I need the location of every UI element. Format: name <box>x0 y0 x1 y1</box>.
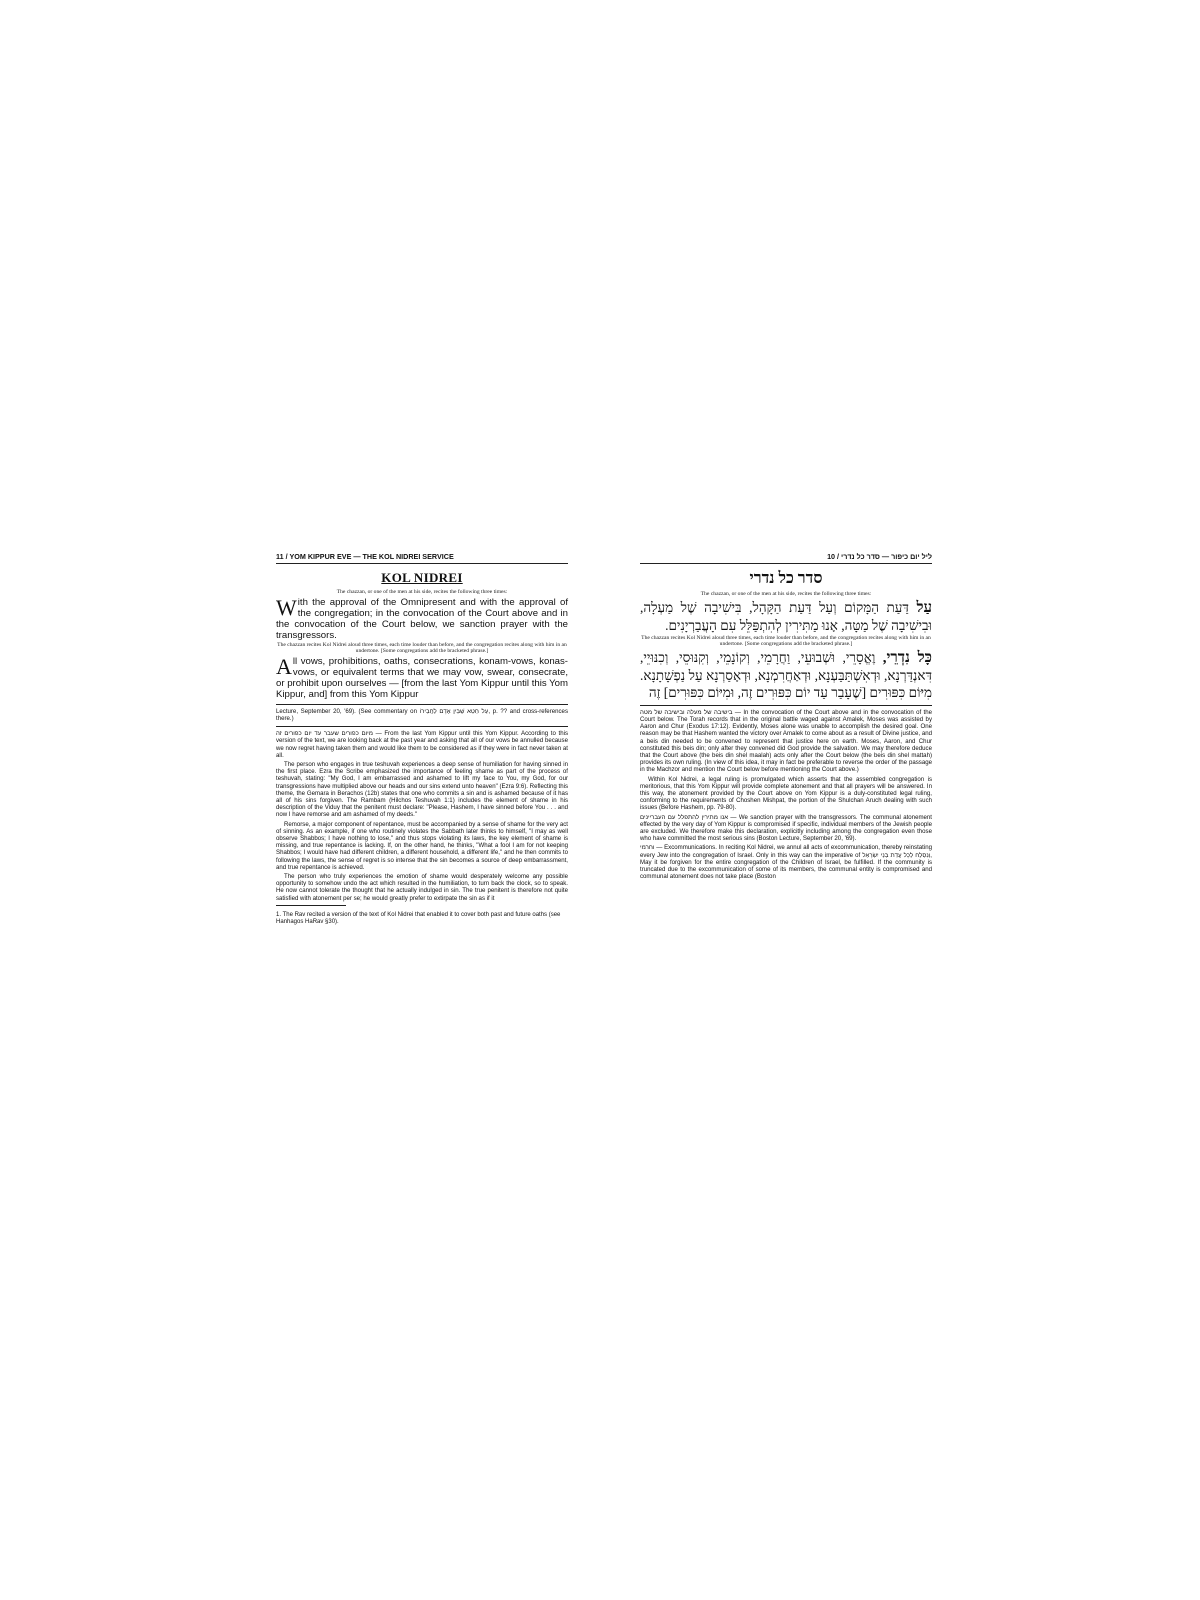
commentary-left-4: The person who truly experiences the emotion of shame would desperately welcome any possible opportunity to somehow undo the act which resulted in the humiliation, to turn back the clock, so to speak. He now cannot tolerate the thought that he actually indulged in sin. The true penitent is therefore not quite satisfied with atonement per se; he would greatly prefer to extirpate the sin as if it <box>276 873 568 902</box>
rubric-1-left: The chazzan, or one of the men at his side, recites the following three times: <box>336 589 508 595</box>
commentary-left-1: מיום כפורים שעבר עד יום כפורים זה — From the last Yom Kippur until this Yom Kippur. According to this version of the text, we are looking back at the past year and asking that all of our vows be annulled because we now regret having taken them and would like them to be considered as if they were in fact never taken at all. <box>276 730 568 759</box>
dropcap-a: A <box>276 653 292 679</box>
right-page <box>640 552 932 882</box>
running-head-right: ליל יום כיפור — סדר כל נדרי / 10 <box>640 552 932 564</box>
page-title-right: סדר כל נדרי <box>749 570 823 587</box>
dropcap-w: W <box>276 594 297 620</box>
divider-left-2 <box>276 726 568 727</box>
prayer-2-hebrew-text: וֶאֱסָרֵי, וּשְׁבוּעֵי, וַחֲרָמֵי, וְקוֹנָמֵי, וְקִנּוּסֵי, וְכִנּוּיֵי, דִּאנְדַּרְנָא, וּדְאִשְׁתַּבַּעְנָא, וּדְאַחֲרִמְנָא, וּדְאָסַרְנָא עַל נַפְשָׁתָנָא. מִיּוֹם כִּפּוּרִים [שֶׁעָבַר עַד יוֹם כִּפּוּרִים זֶה, וּמִיּוֹם כִּפּוּרִים] זֶה <box>640 649 932 700</box>
page-title-left: KOL NIDREI <box>381 570 463 585</box>
prayer-1-english-text: ith the approval of the Omnipresent and with the approval of the congregation; in the convocation of the Court above and in the convocation of the Court below, we sanction prayer with the transgressors. <box>276 596 568 641</box>
rubric-2-left: The chazzan recites Kol Nidrei aloud three times, each time louder than before, and the congregation recites along with him in an undertone. [Some congregations add the bracketed phrase.] <box>277 641 567 655</box>
prayer-2-english <box>276 653 568 700</box>
footnote-divider <box>276 905 346 906</box>
prayer-2-hebrew-lead: כָּל נִדְרֵי, <box>882 649 933 666</box>
prayer-1-hebrew-lead: עַל <box>916 599 933 616</box>
commentary-left-0: Lecture, September 20, '69). (See commentary on עַל חֵטְא שֶׁבֵּין אָדָם לַחֲבֵירוֹ, p. ?? and cross-references there.) <box>276 707 568 722</box>
commentary-right-3: וחרמי — Excommunications. In reciting Kol Nidrei, we annul all acts of excommunication, thereby reinstating every Jew into the congregation of Israel. Only in this way can the imperative of וְנִסְלַח לְכָל עֲדַת בְּנֵי יִשְׂרָאֵל, May it be forgiven for the entire congregation of the Children of Israel, be fulfilled. If the community is truncated due to the excommunication of some of its members, the communal entity is compromised and communal atonement does not take place (Boston <box>640 844 932 881</box>
commentary-right-2: אנו מתירין להתפלל עם העבריינים — We sanction prayer with the transgressors. The communal atonement effected by the very day of Yom Kippur is compromised if specific, individual members of the Jewish people are excluded. We therefore make this declaration, explicitly including among the congregation even those who have committed the most serious sins (Boston Lecture, September 20, '69). <box>640 813 933 843</box>
rubric-1-right: The chazzan, or one of the men at his side, recites the following three times: <box>700 591 872 597</box>
left-page <box>276 552 568 932</box>
rubric-2-right: The chazzan recites Kol Nidrei aloud three times, each time louder than before, and the congregation recites along with him in an undertone. [Some congregations add the bracketed phrase.] <box>641 634 931 648</box>
prayer-2-hebrew <box>640 649 932 701</box>
divider-left <box>276 704 568 705</box>
running-head-left: 11 / YOM KIPPUR EVE — THE KOL NIDREI SERVICE <box>276 552 568 564</box>
footnote: 1. The Rav recited a version of the text of Kol Nidrei that enabled it to cover both past and future oaths (see Hanhagos HaRav §30). <box>276 911 561 925</box>
prayer-2-english-text: ll vows, prohibitions, oaths, consecrations, konam-vows, konas-vows, or equivalent terms that we may vow, swear, consecrate, or prohibit upon ourselves — [from the last Yom Kippur until this Yom Kippur, and] from this Yom Kippur <box>276 655 568 700</box>
commentary-right-1: Within Kol Nidrei, a legal ruling is promulgated which asserts that the assembled congregation is meritorious, that this Yom Kippur will provide complete atonement and that all prayers will be answered. In this way, the atonement provided by the Court above on Yom Kippur is a duly-constituted legal ruling, conforming to the requirements of Choshen Mishpat, the portion of the Shulchan Aruch dealing with such issues (Before Hashem, pp. 79-80). <box>640 775 932 812</box>
prayer-1-english <box>276 594 568 641</box>
commentary-right-0: בישיבה של מעלה ובישיבה של מטה — In the convocation of the Court above and in the convocation of the Court below. The Torah records that in the original battle waged against Amalek, Moses was assisted by Aaron and Chur (Exodus 17:12). Evidently, Moses alone was unable to accomplish the desired goal. One reason may be that Hashem wanted the victory over Amalek to come about as a result of Divine justice, and a beis din needed to be convened to represent that justice here on earth. Moses, Aaron, and Chur constituted this beis din; only after they convened did God provide the salvation. We may therefore deduce that the Court above (the beis din shel maalah) acts only after the Court below (the beis din shel mattah) provides its own ruling. (In view of this idea, it may in fact be preferable to reverse the order of the passage in the Machzor and mention the Court below before mentioning the Court above.) <box>640 708 933 774</box>
commentary-left-3: Remorse, a major component of repentance, must be accompanied by a sense of shame for the very act of sinning. As an example, if one who routinely violates the Sabbath later thinks to himself, "I may as well observe Shabbos; I have nothing to lose," and thus stops violating its laws, the key element of shame is missing, and true repentance is lacking. If, on the other hand, he thinks, "What a fool I am for not keeping Shabbos; I would have had different children, a different household, a different life," and he then commits to following the laws, the sense of regret is so intense that the sin becomes a source of deep embarrassment, and true repentance is achieved. <box>276 820 568 871</box>
prayer-1-hebrew <box>640 599 932 634</box>
divider-right <box>640 705 932 706</box>
commentary-left-2: The person who engages in true teshuvah experiences a deep sense of humiliation for having sinned in the first place. Ezra the Scribe emphasized the importance of feeling shame as part of the process of teshuvah, stating: "My God, I am embarrassed and ashamed to lift my face to You, my God, for our transgressions have multiplied above our heads and our sins extend unto heaven" (Ezra 9:6). Reflecting this theme, the Gemara in Berachos (12b) states that one who commits a sin and is ashamed because of it has all of his sins forgiven. The Rambam (Hilchos Teshuvah 1:1) includes the element of shame in his description of the Viduy that the penitent must declare: "Please, Hashem, I have sinned before You . . . and now I have remorse and am ashamed of my deeds." <box>276 761 568 819</box>
prayer-1-hebrew-text: דַּעַת הַמָּקוֹם וְעַל דַּעַת הַקָּהָל, בִּישִׁיבָה שֶׁל מַעְלָה, וּבִישִׁיבָה שֶׁל מַטָּה, אָנוּ מַתִּירִין לְהִתְפַּלֵּל עִם הָעֲבַרְיָנִים. <box>640 599 932 633</box>
